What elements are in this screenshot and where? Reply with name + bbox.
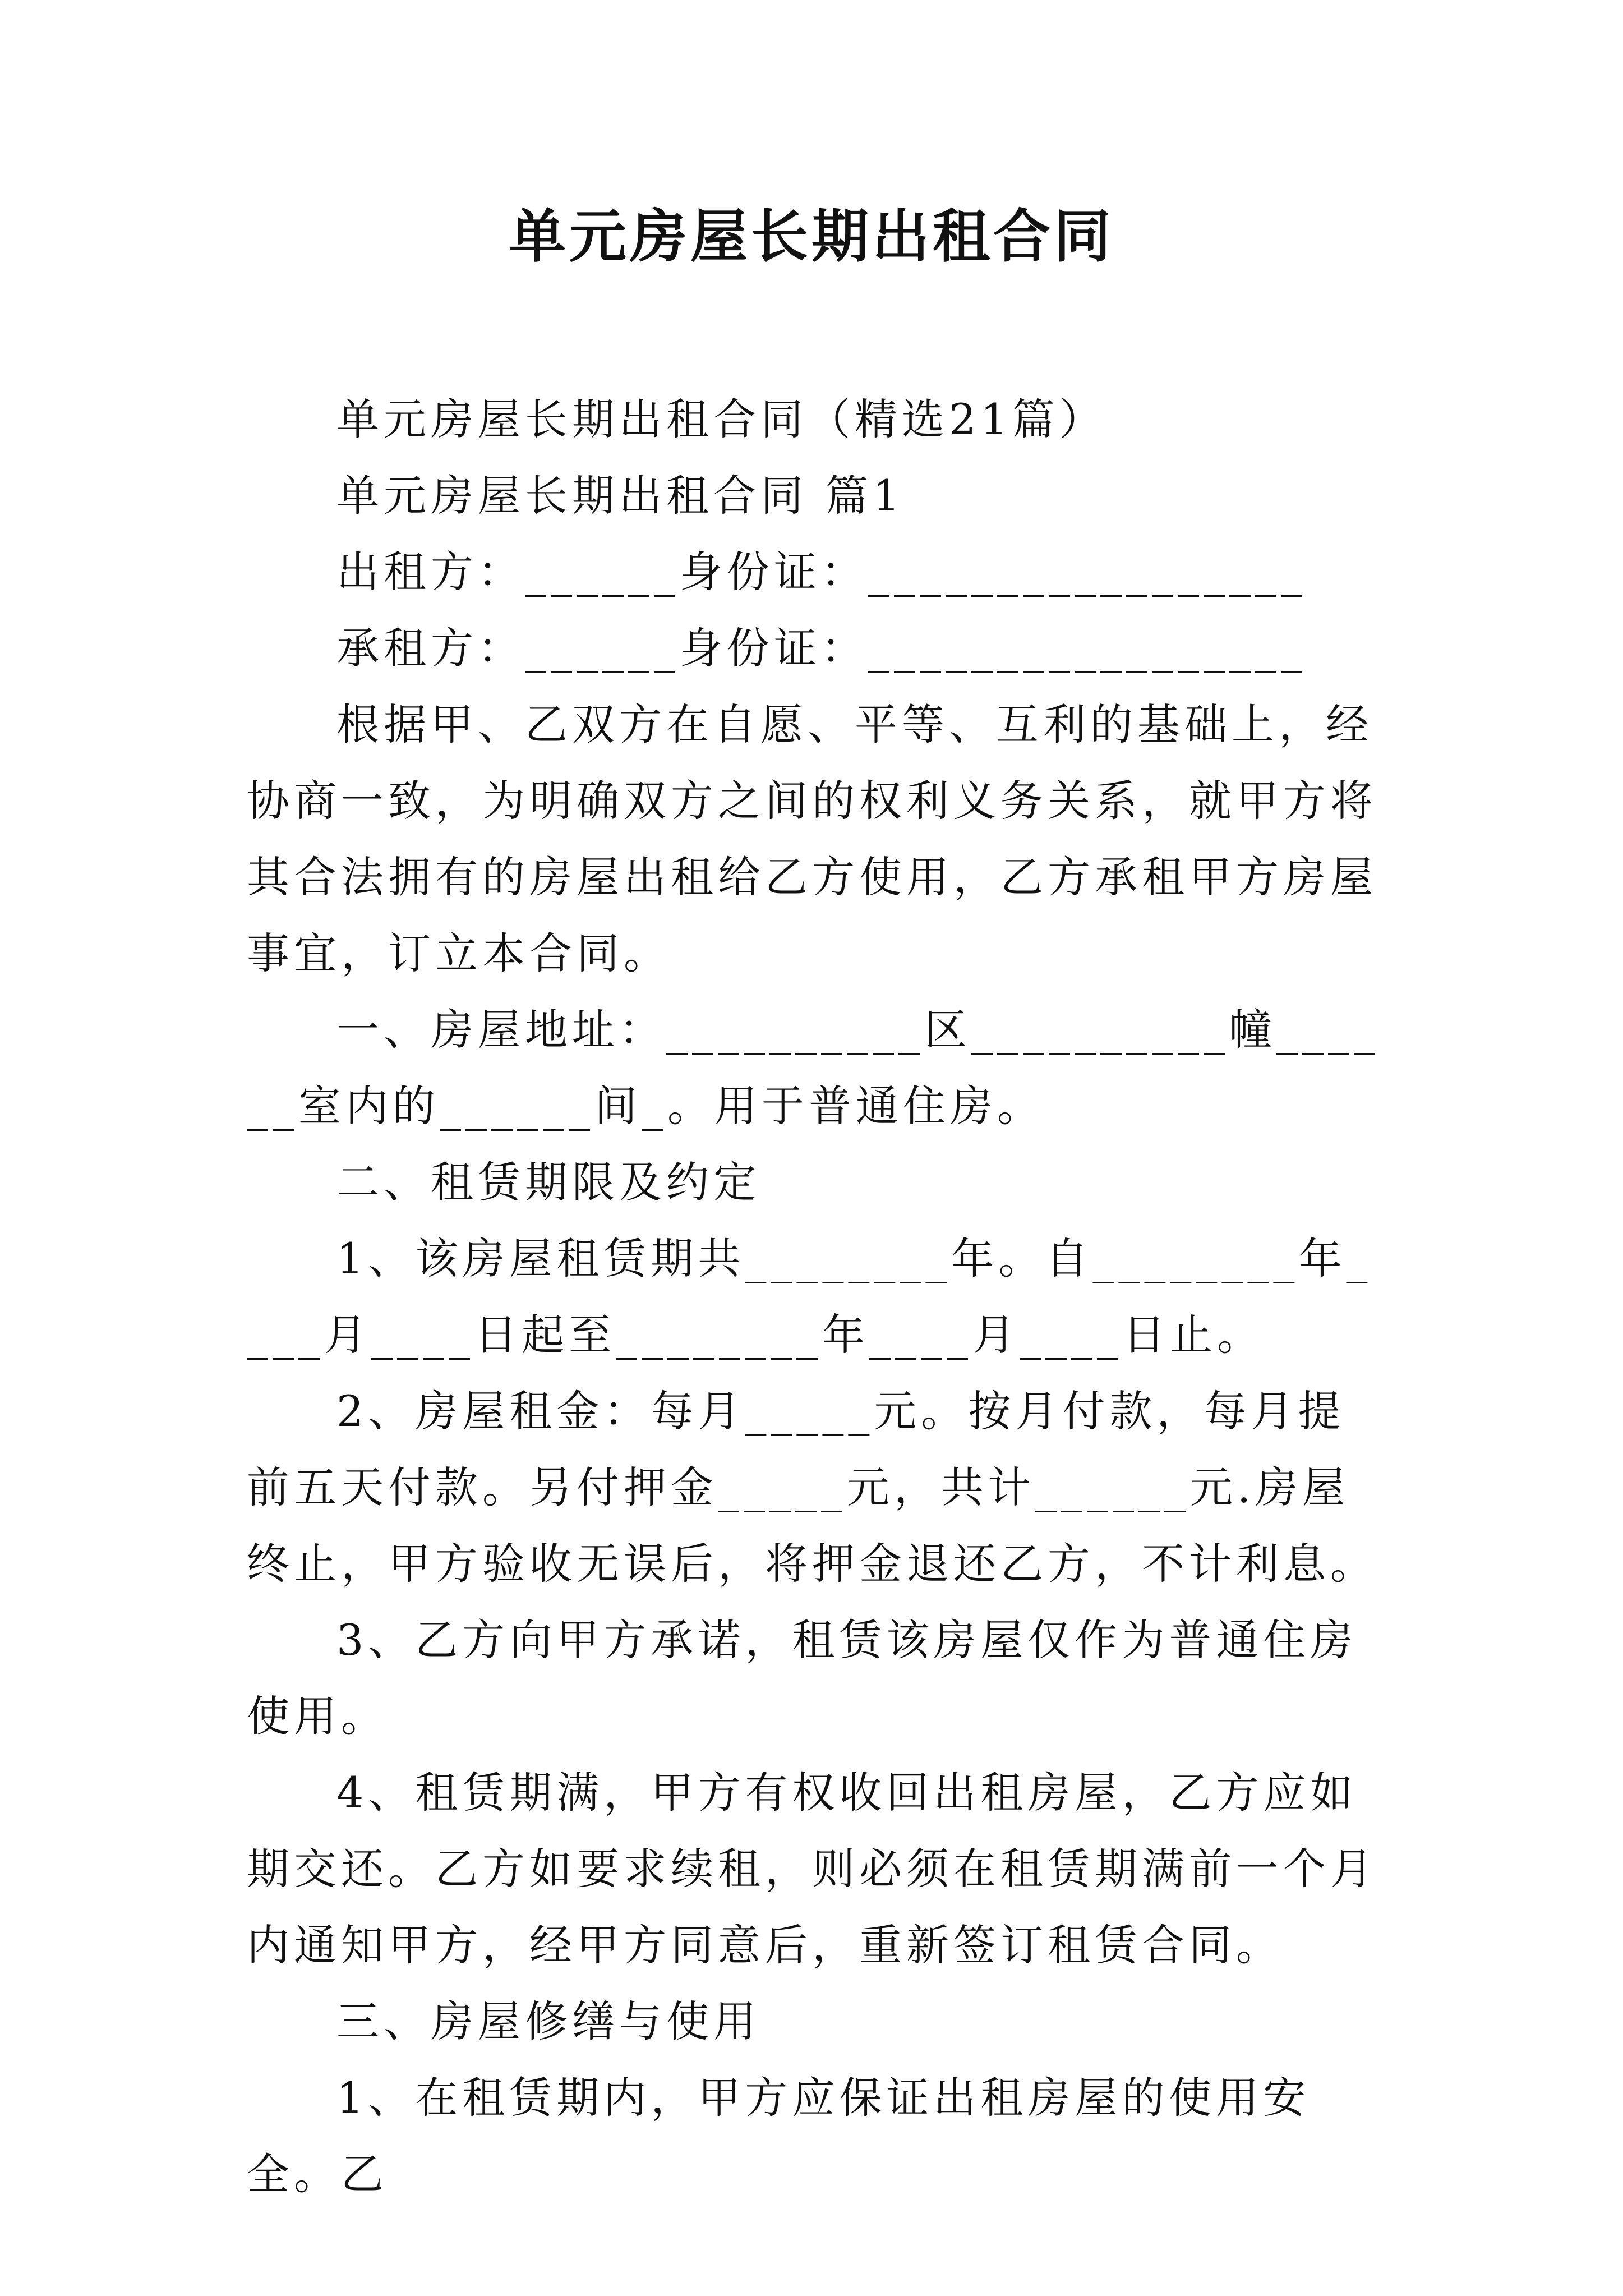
clause-address: 一、房屋地址：__________区__________幢______室内的______间_。用于普通住房。: [247, 1005, 1380, 1131]
subtitle-paragraph: 单元房屋长期出租合同（精选21篇）: [336, 394, 1106, 444]
section-heading: 单元房屋长期出租合同 篇1: [336, 471, 905, 521]
clause-safety: 1、在租赁期内，甲方应保证出租房屋的使用安全。乙: [247, 2073, 1311, 2199]
clause-usage-promise: 3、乙方向甲方承诺，租赁该房屋仅作为普通住房使用。: [247, 1615, 1358, 1741]
clause-renewal: 4、租赁期满，甲方有权收回出租房屋，乙方应如期交还。乙方如要求续租，则必须在租赁期满前一个月内通知甲方，经甲方同意后，重新签订租赁合同。: [247, 1768, 1377, 1970]
document-title: 单元房屋长期出租合同: [509, 203, 1114, 270]
clause-heading-repair: 三、房屋修缮与使用: [336, 1996, 760, 2046]
preamble-paragraph: 根据甲、乙双方在自愿、平等、互利的基础上，经协商一致，为明确双方之间的权利义务关系，就甲方将其合法拥有的房屋出租给乙方使用，乙方承租甲方房屋事宜，订立本合同。: [247, 700, 1377, 978]
document-body: [247, 381, 1380, 2212]
clause-term-period: 1、该房屋租赁期共________年。自________年____月____日起至________年____月____日止。: [247, 1234, 1372, 1360]
clause-heading-term: 二、租赁期限及约定: [336, 1157, 760, 1207]
clause-rent: 2、房屋租金：每月_____元。按月付款，每月提前五天付款。另付押金_____元，共计______元.房屋终止，甲方验收无误后，将押金退还乙方，不计利息。: [247, 1386, 1377, 1589]
lessor-line: 出租方：______身份证：_________________: [336, 547, 1307, 597]
lessee-line: 承租方：______身份证：_________________: [336, 623, 1307, 673]
